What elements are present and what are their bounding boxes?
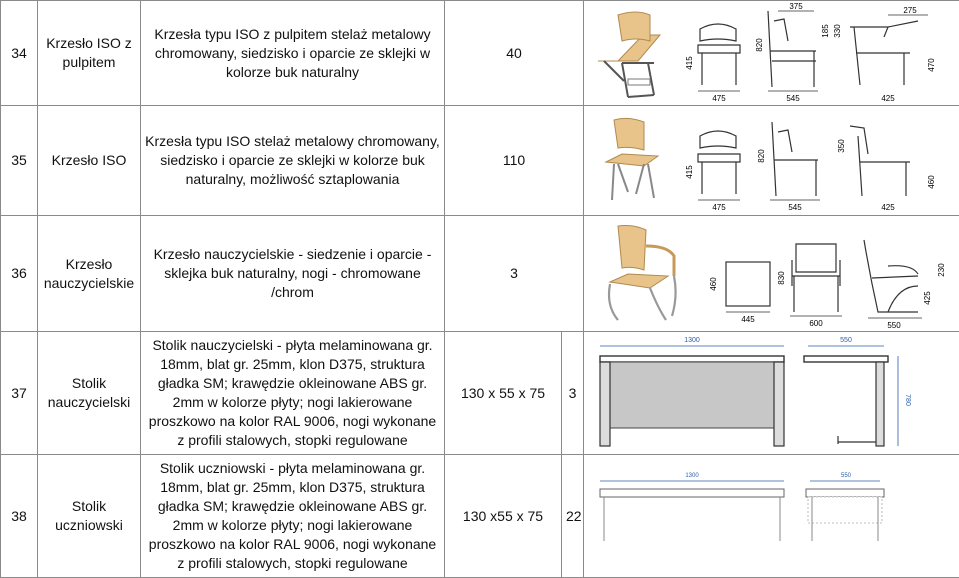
dim-label: 550 xyxy=(887,321,901,330)
item-name: Krzesło ISO xyxy=(38,106,141,216)
dim-label: 460 xyxy=(709,277,718,291)
table-row xyxy=(1,216,959,332)
dim-label: 425 xyxy=(881,203,895,212)
product-drawing xyxy=(584,216,959,332)
item-description: Stolik uczniowski - płyta melaminowana gr. 18mm, blat gr. 25mm, klon D375, struktura gładka SM; krawędzie okleinowane ABS gr. 2mm w kolorze płyty; nogi lakierowane proszkowo na kolor RAL 9006, nogi wykonane z profili stalowych, stopki regulowane xyxy=(141,455,445,578)
item-quantity: 110 xyxy=(445,106,584,216)
item-number: 38 xyxy=(1,455,38,578)
table-row xyxy=(1,332,959,455)
dim-label: 820 xyxy=(757,149,766,163)
dim-label: 460 xyxy=(927,175,936,189)
dim-label: 545 xyxy=(786,94,800,103)
dim-label: 230 xyxy=(937,263,946,277)
dim-label: 1300 xyxy=(684,337,700,344)
dim-label: 350 xyxy=(837,139,846,153)
dim-label: 375 xyxy=(789,2,803,11)
dim-label: 445 xyxy=(741,315,755,324)
item-quantity: 3 xyxy=(445,216,584,332)
item-name: Stolik nauczycielski xyxy=(38,332,141,455)
dim-label: 780 xyxy=(904,394,911,406)
item-quantity: 22 xyxy=(562,455,584,578)
product-drawing xyxy=(584,455,959,578)
student-desk-drawing xyxy=(588,455,959,577)
dim-label: 550 xyxy=(840,337,852,344)
product-drawing xyxy=(584,106,959,216)
dim-label: 820 xyxy=(755,38,764,52)
dim-label: 545 xyxy=(788,203,802,212)
dim-label: 425 xyxy=(923,291,932,305)
item-dimensions: 130 x 55 x 75 xyxy=(445,332,562,455)
item-dimensions: 130 x55 x 75 xyxy=(445,455,562,578)
dim-label: 415 xyxy=(685,56,694,70)
dim-label: 830 xyxy=(777,271,786,285)
item-name: Krzesło nauczycielskie xyxy=(38,216,141,332)
iso-chair-drawing xyxy=(588,106,959,215)
table-row xyxy=(1,106,959,216)
dim-label: 550 xyxy=(841,473,852,479)
product-drawing xyxy=(584,1,959,106)
teacher-chair-drawing xyxy=(588,216,959,331)
item-number: 36 xyxy=(1,216,38,332)
table-row xyxy=(1,455,959,578)
item-description: Krzesła typu ISO stelaż metalowy chromowany, siedzisko i oparcie ze sklejki w kolorze buk naturalny, możliwość sztaplowania xyxy=(141,106,445,216)
teacher-desk-drawing xyxy=(588,332,959,454)
dim-label: 475 xyxy=(712,203,726,212)
dim-label: 475 xyxy=(712,94,726,103)
dim-label: 425 xyxy=(881,94,895,103)
table-row xyxy=(1,1,959,106)
item-number: 34 xyxy=(1,1,38,106)
dim-label: 185 xyxy=(821,24,830,38)
item-number: 37 xyxy=(1,332,38,455)
item-name: Krzesło ISO z pulpitem xyxy=(38,1,141,106)
product-drawing xyxy=(584,332,959,455)
iso-chair-with-desk-drawing xyxy=(588,1,959,105)
dim-label: 600 xyxy=(809,319,823,328)
item-number: 35 xyxy=(1,106,38,216)
dim-label: 470 xyxy=(927,58,936,72)
item-description: Krzesło nauczycielskie - siedzenie i oparcie - sklejka buk naturalny, nogi - chromowane /chrom xyxy=(141,216,445,332)
item-description: Stolik nauczycielski - płyta melaminowana gr. 18mm, blat gr. 25mm, klon D375, struktura gładka SM; krawędzie okleinowane ABS gr. 2mm w kolorze płyty; nogi lakierowane proszkowo na kolor RAL 9006, nogi wykonane z profili stalowych, stopki regulowane xyxy=(141,332,445,455)
item-name: Stolik uczniowski xyxy=(38,455,141,578)
dim-label: 330 xyxy=(833,24,842,38)
item-quantity: 40 xyxy=(445,1,584,106)
item-description: Krzesła typu ISO z pulpitem stelaż metalowy chromowany, siedzisko i oparcie ze sklejki w kolorze buk naturalny xyxy=(141,1,445,106)
dim-label: 1300 xyxy=(685,473,699,479)
dim-label: 415 xyxy=(685,165,694,179)
dim-label: 275 xyxy=(903,6,917,15)
item-quantity: 3 xyxy=(562,332,584,455)
